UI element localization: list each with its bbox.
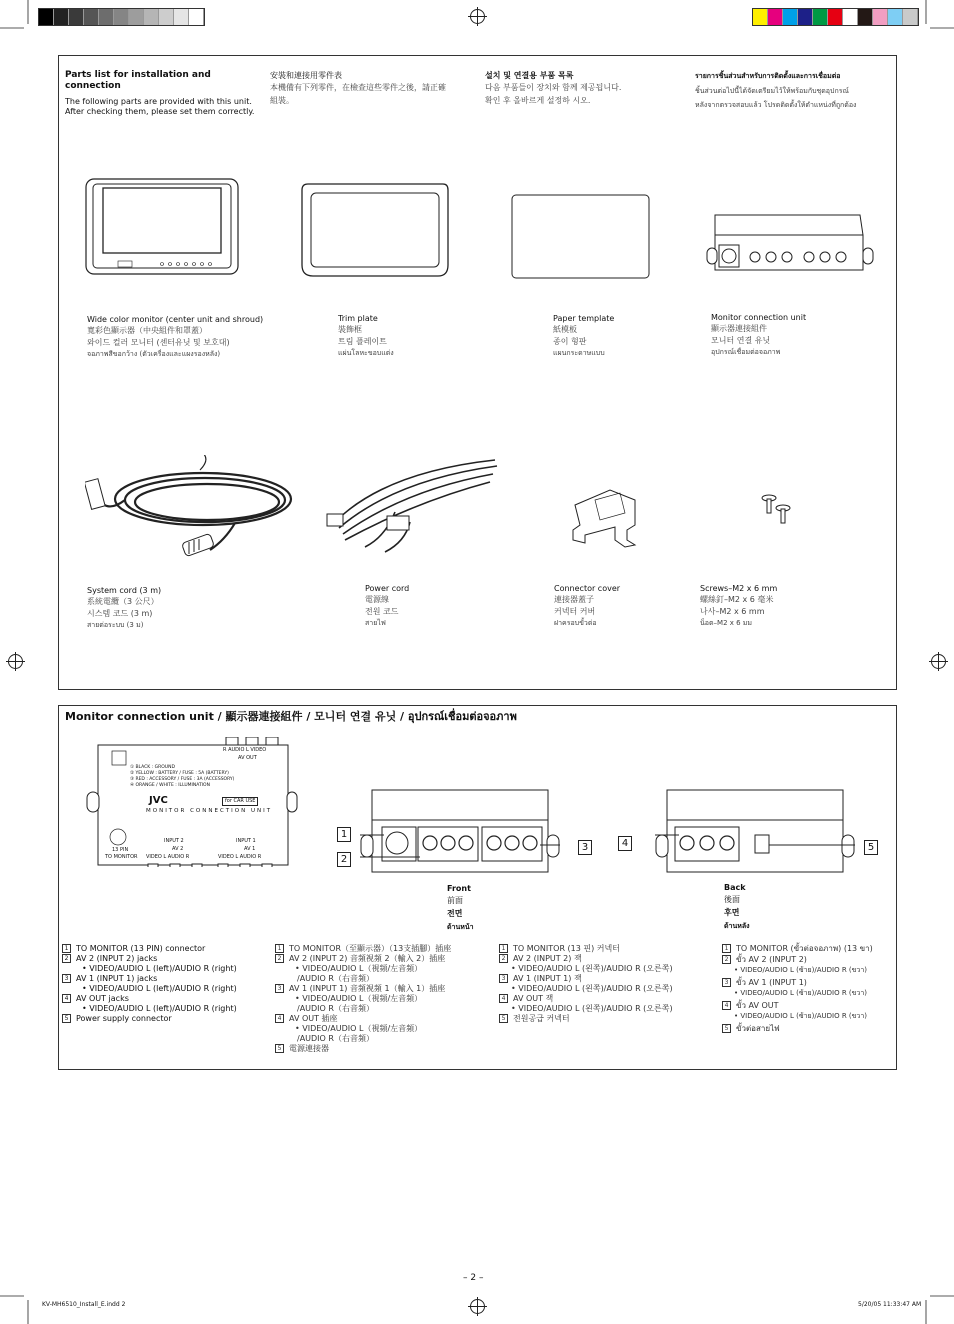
parts-body-en-2: After checking them, please set them correctly.: [65, 107, 255, 116]
parts-body-th-2: หลังจากตรวจสอบแล้ว โปรดติดตั้งให้ตำแหน่งที่ถูกต้อง: [695, 101, 857, 109]
parts-title-th: รายการชิ้นส่วนสำหรับการติดตั้งและการเชื่อมต่อ: [695, 72, 841, 80]
power-cord-illustration: [325, 452, 505, 567]
page-number: – 2 –: [463, 1273, 484, 1283]
parts-body-zh-1: 本機備有下列零件，在檢查這些零件之後，請正確: [270, 83, 446, 92]
paper-template-illustration: [510, 193, 652, 281]
parts-title-en: Parts list for installation and connection: [65, 70, 211, 91]
trim-plate-illustration: [298, 180, 453, 280]
front-view-illustration: [360, 785, 560, 877]
parts-title-zh: 安裝和連接用零件表: [270, 71, 342, 80]
section-heading: Monitor connection unit / 顯示器連接組件 / 모니터 연결 유닛 / อุปกรณ์เชื่อมต่อจอภาพ: [65, 710, 517, 723]
parts-title-ko: 설치 및 연결용 부품 목록: [485, 71, 574, 80]
footer-filename: KV-MH6510_Install_E.indd 2: [42, 1301, 126, 1308]
parts-body-ko-1: 다음 부품들이 장치와 함께 제공됩니다.: [485, 83, 622, 92]
parts-body-zh-2: 組裝。: [270, 96, 294, 105]
callout-3: 3: [578, 840, 592, 855]
connector-cover-illustration: [565, 485, 645, 550]
system-cord-illustration: [85, 455, 300, 570]
footer-timestamp: 5/20/05 11:33:47 AM: [858, 1301, 922, 1308]
parts-body-th-1: ชิ้นส่วนต่อไปนี้ได้จัดเตรียมไว้ให้พร้อมกับชุดอุปกรณ์: [695, 87, 849, 95]
parts-body-ko-2: 확인 후 올바르게 설정하 시오.: [485, 96, 591, 105]
callout-5: 5: [864, 840, 878, 855]
back-view-illustration: [655, 785, 855, 877]
callout-2: 2: [337, 852, 351, 867]
monitor-illustration: [85, 178, 240, 278]
unit-label-diagram: R AUDIO L VIDEO AV OUT ① BLACK : GROUND ② YELLOW : BATTERY / FUSE : 5A (BATTERY) ③ RED : ACCESSORY / FUSE : 3A (ACCESSORY) ④ ORANGE / WHITE : ILLUMINATION JVC for CAR USE MONITOR CONNECTION UNIT INPUT 2 INPUT 1 AV 2 AV 1 13 PIN TO MONITOR VIDEO L AUDIO R VIDEO L AUDIO R: [86, 737, 298, 867]
screws-illustration: [757, 490, 797, 530]
callout-1: 1: [337, 827, 351, 842]
parts-body-en-1: The following parts are provided with this unit.: [65, 97, 252, 106]
callout-4: 4: [618, 836, 632, 851]
monitor-connection-unit-illustration: [705, 210, 875, 278]
